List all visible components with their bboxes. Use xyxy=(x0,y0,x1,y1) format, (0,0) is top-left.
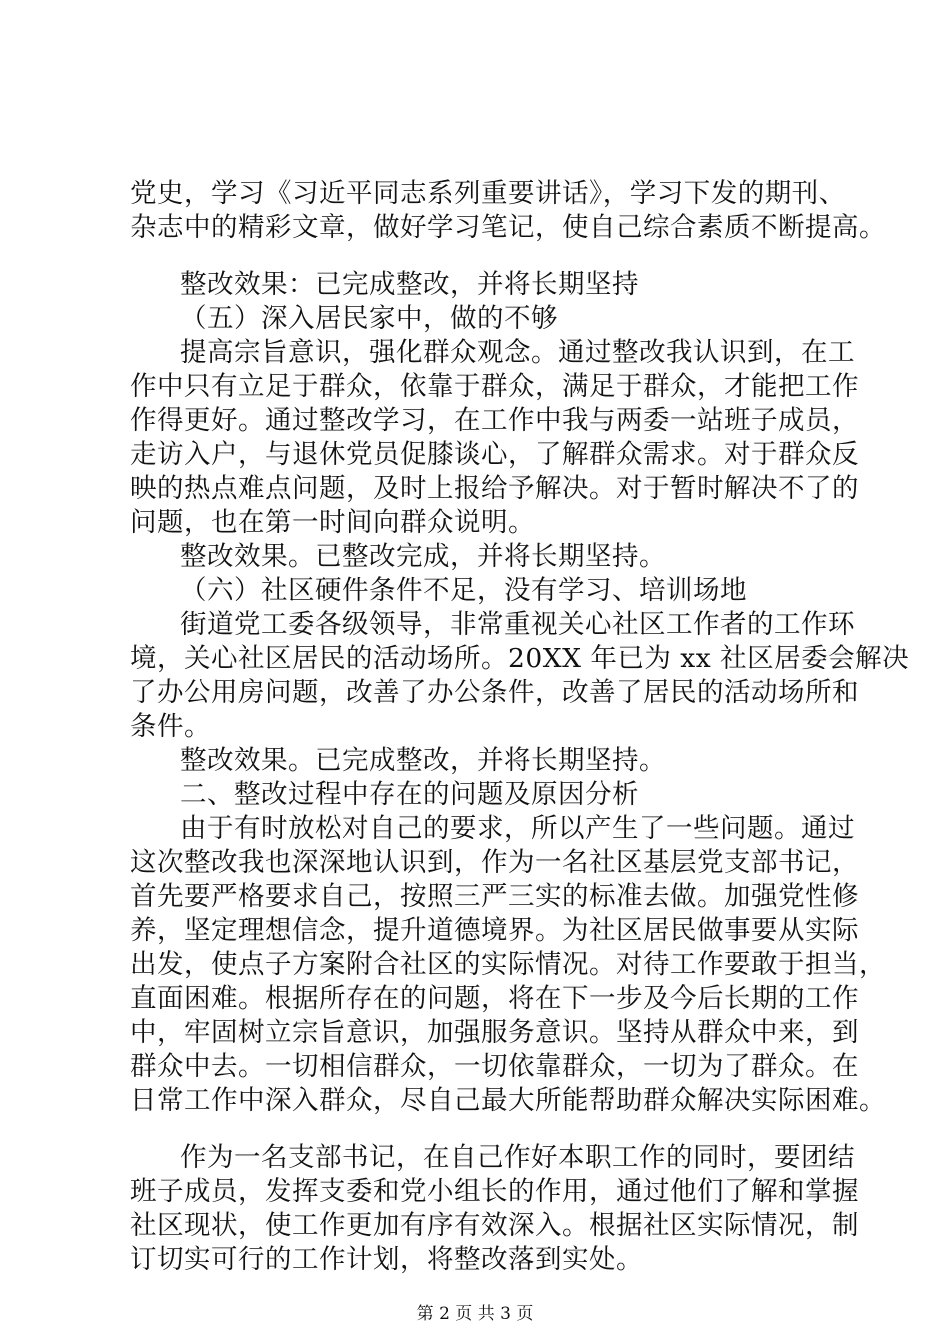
page-number-footer: 第 2 页 共 3 页 xyxy=(416,1304,534,1324)
text-line: 日常工作中深入群众，尽自己最大所能帮助群众解决实际困难。 xyxy=(130,1085,886,1116)
text-line: 养，坚定理想信念，提升道德境界。为社区居民做事要从实际 xyxy=(130,915,859,946)
text-line: 问题，也在第一时间向群众说明。 xyxy=(130,507,535,538)
text-line: 走访入户，与退休党员促膝谈心，了解群众需求。对于群众反 xyxy=(130,439,859,470)
paragraph-start: 提高宗旨意识，强化群众观念。通过整改我认识到，在工 xyxy=(180,337,855,368)
text-line: 直面困难。根据所存在的问题，将在下一步及今后长期的工作 xyxy=(130,983,859,1014)
section-heading-2: 二、整改过程中存在的问题及原因分析 xyxy=(180,779,639,810)
text-line: 群众中去。一切相信群众，一切依靠群众，一切为了群众。在 xyxy=(130,1051,859,1082)
paragraph-start: 由于有时放松对自己的要求，所以产生了一些问题。通过 xyxy=(180,813,855,844)
text-line: 境，关心社区居民的活动场所。20XX 年已为 xx 社区居委会解决 xyxy=(130,643,910,674)
text-line: 中，牢固树立宗旨意识，加强服务意识。坚持从群众中来，到 xyxy=(130,1017,859,1048)
text-line: 条件。 xyxy=(130,711,211,742)
text-line: 这次整改我也深深地认识到，作为一名社区基层党支部书记， xyxy=(130,847,859,878)
paragraph-start: 作为一名支部书记，在自己作好本职工作的同时，要团结 xyxy=(180,1142,855,1173)
paragraph-start: 街道党工委各级领导，非常重视关心社区工作者的工作环 xyxy=(180,609,855,640)
section-heading-5: （五）深入居民家中，做的不够 xyxy=(180,303,558,334)
text-line: 了办公用房问题，改善了办公条件，改善了居民的活动场所和 xyxy=(130,677,859,708)
text-line: 订切实可行的工作计划，将整改落到实处。 xyxy=(130,1244,643,1275)
text-line: 班子成员，发挥支委和党小组长的作用，通过他们了解和掌握 xyxy=(130,1176,859,1207)
text-line: 作中只有立足于群众，依靠于群众，满足于群众，才能把工作 xyxy=(130,371,859,402)
text-line: 社区现状，使工作更加有序有效深入。根据社区实际情况，制 xyxy=(130,1210,859,1241)
text-line: 作得更好。通过整改学习，在工作中我与两委一站班子成员， xyxy=(130,405,859,436)
text-line: 映的热点难点问题，及时上报给予解决。对于暂时解决不了的 xyxy=(130,473,859,504)
rectification-result: 整改效果。已整改完成，并将长期坚持。 xyxy=(180,541,666,572)
text-line: 杂志中的精彩文章，做好学习笔记，使自己综合素质不断提高。 xyxy=(130,212,886,243)
section-heading-6: （六）社区硬件条件不足，没有学习、培训场地 xyxy=(180,575,747,606)
rectification-result: 整改效果：已完成整改，并将长期坚持 xyxy=(180,269,639,300)
rectification-result: 整改效果。已完成整改，并将长期坚持。 xyxy=(180,745,666,776)
text-line: 党史，学习《习近平同志系列重要讲话》，学习下发的期刊、 xyxy=(130,178,846,209)
text-line: 出发，使点子方案附合社区的实际情况。对待工作要敢于担当， xyxy=(130,949,886,980)
text-line: 首先要严格要求自己，按照三严三实的标准去做。加强党性修 xyxy=(130,881,859,912)
